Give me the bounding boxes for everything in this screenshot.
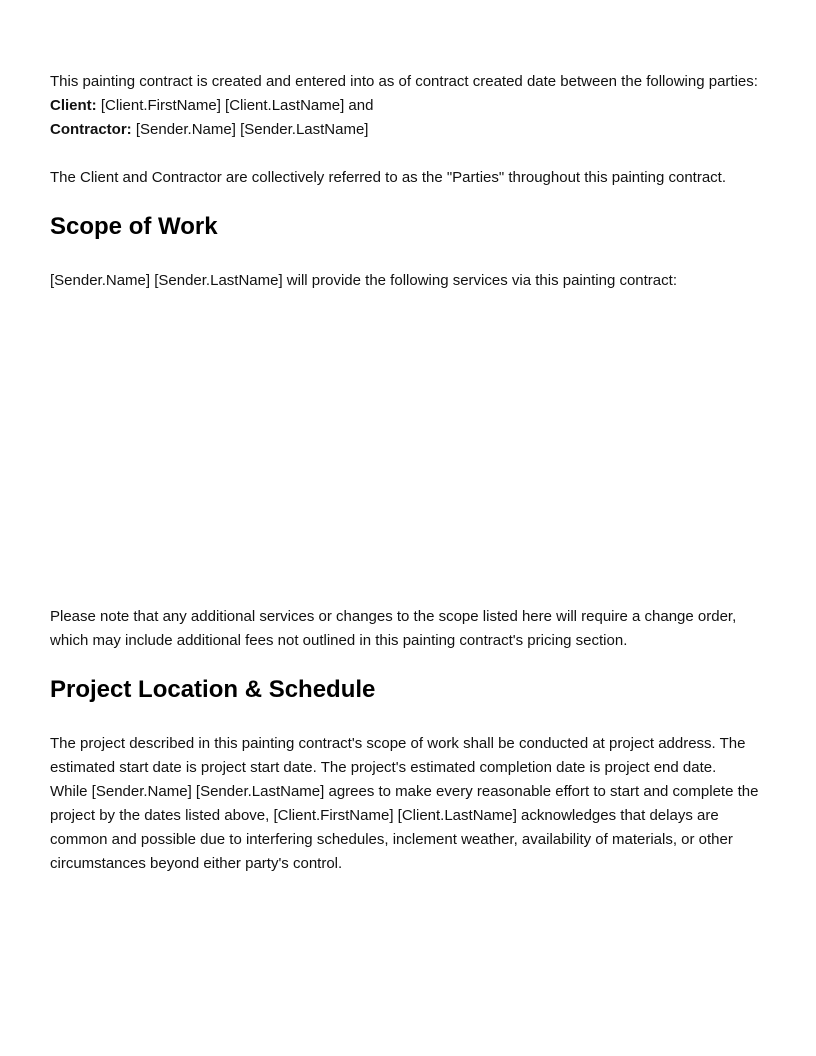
client-value: [Client.FirstName] [Client.LastName] and [96,97,374,114]
parties-section [50,70,766,142]
location-line: common and possible due to interfering schedules, inclement weather, availability of materials, or other [50,831,733,848]
project-location-heading: Project Location & Schedule [50,676,376,703]
services-list-area [50,293,766,605]
location-line: estimated start date is project start date. The project's estimated completion date is project end date. [50,759,717,776]
intro-sentence: This painting contract is created and entered into as of contract created date between the following parties: [50,73,758,90]
scope-note-line: Please note that any additional services or changes to the scope listed here will require a change order, [50,608,737,625]
client-line [50,94,766,118]
location-line: The project described in this painting contract's scope of work shall be conducted at project address. The [50,735,746,752]
location-line: project by the dates listed above, [Client.FirstName] [Client.LastName] acknowledges that delays are [50,807,719,824]
contractor-label: Contractor: [50,121,132,138]
scope-note [50,605,766,653]
location-line: circumstances beyond either party's control. [50,855,343,872]
client-label: Client: [50,97,97,114]
parties-definition: The Client and Contractor are collectively referred to as the "Parties" throughout this painting contract. [50,169,726,186]
scope-intro-text: [Sender.Name] [Sender.LastName] will provide the following services via this painting contract: [50,272,677,289]
contract-document [50,70,766,876]
contractor-line [50,118,766,142]
location-line: While [Sender.Name] [Sender.LastName] agrees to make every reasonable effort to start and complete the [50,783,759,800]
scope-of-work-heading: Scope of Work [50,213,218,240]
project-location-text [50,732,766,876]
contractor-value: [Sender.Name] [Sender.LastName] [131,121,369,138]
scope-note-line: which may include additional fees not outlined in this painting contract's pricing section. [50,632,628,649]
